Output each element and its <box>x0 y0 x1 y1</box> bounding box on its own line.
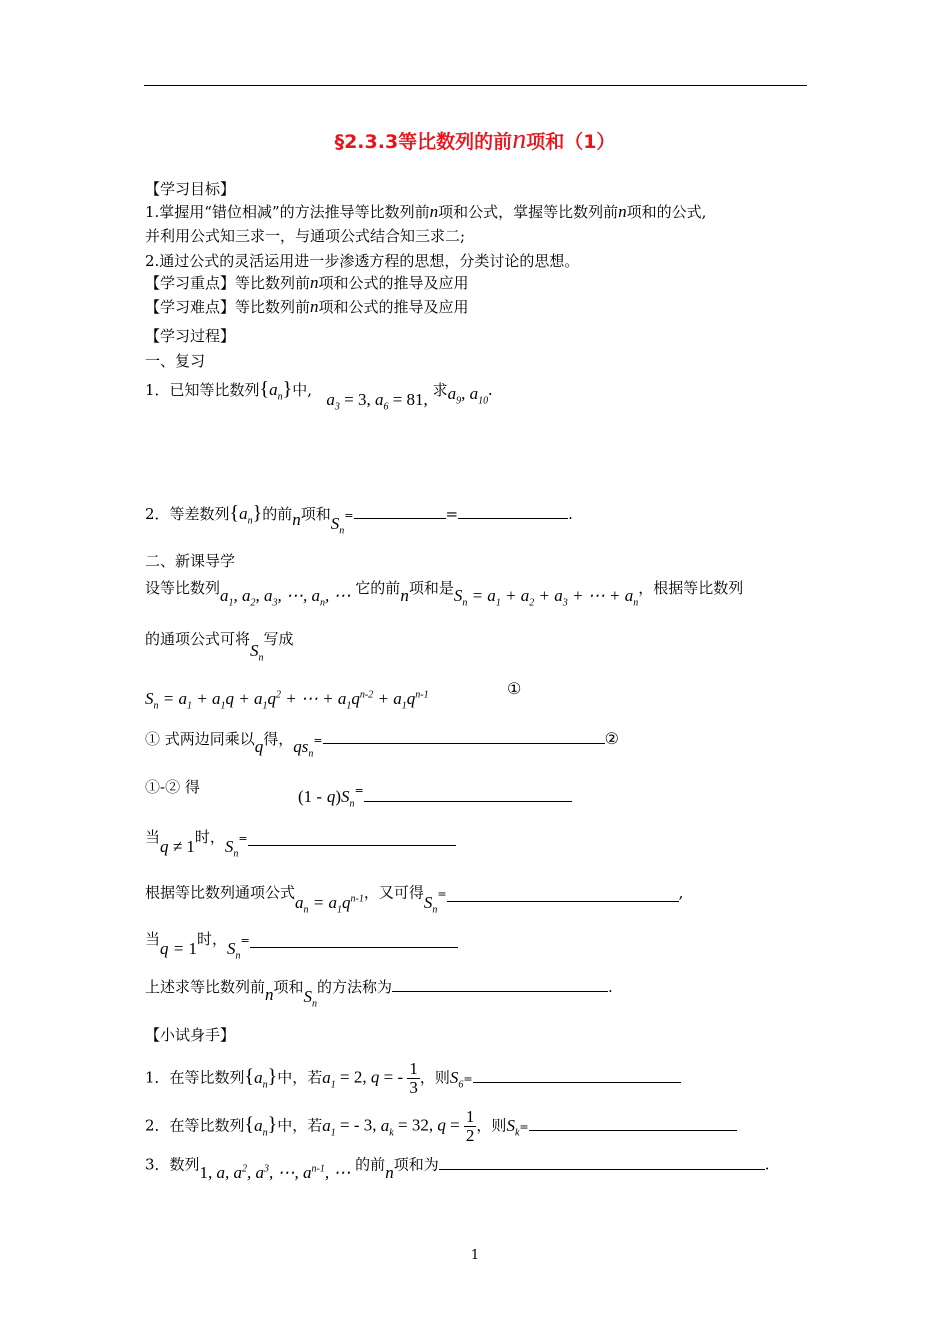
formula-1: $S_n = a_1 + a_1q + a_1q^2$ + ⋯ + $a_1q^{n-2} + a_1q^{n-1}$ <box>145 688 429 712</box>
goal-1: 1.掌握用“错位相减”的方法推导等比数列前n项和公式，掌握等比数列前n项和的公式, <box>145 202 707 221</box>
method-line: 上述求等比数列前n项和$S_n$的方法称为 . <box>145 978 613 1010</box>
formula-3-expr: $(1 - q)S_n^=$ <box>298 786 572 815</box>
focus-line: 【学习重点】等比数列前n项和公式的推导及应用 <box>145 273 469 292</box>
practice-3: 3．数列1, a, $a^2$, $a^3$, ⋯, $a^{n-1}$, ⋯ 的前n项和为 . <box>145 1155 770 1182</box>
setup-line: 设等比数列$a_1$, $a_2$, $a_3$, ⋯, $a_n$, ⋯ 它的前n项和是$S_n = a_1 + a_2 + a_3$ + ⋯ + $a_n$，根据等比数列 <box>145 579 744 609</box>
practice-2: 2．在等比数列$\{a_n\}$中，若$a_1$ = - 3, $a_k = 32$, q = $\frac{1}{2}$ ，则$S_k=$ <box>145 1108 737 1145</box>
goal-2: 2.通过公式的灵活运用进一步渗透方程的思想，分类讨论的思想。 <box>145 252 580 270</box>
case-q-not-1: 当q ≠ 1时，$S_n=$ <box>145 826 456 855</box>
page-number: 1 <box>470 1248 480 1263</box>
new-lesson-heading: 二、新课导学 <box>145 552 236 570</box>
goal-1-cont: 并利用公式知三求一，与通项公式结合知三求二; <box>145 227 466 245</box>
case-q-1: 当q = 1时，$S_n=$ <box>145 928 458 957</box>
review-q1: 1．已知等比数列$\{a_n\}$中, $a_3 = 3$, $a_6 = 81$, 求$a_9$, $a_{10}$. <box>145 378 493 413</box>
difficulty-line: 【学习难点】等比数列前n项和公式的推导及应用 <box>145 297 469 316</box>
review-heading: 一、复习 <box>145 352 206 370</box>
practice-1: 1．在等比数列$\{a_n\}$中，若$a_1 = 2$, q = - $\frac{1}{3}$ ，则$S_6=$ <box>145 1060 681 1097</box>
page-title: §2.3.3等比数列的前n项和（1） <box>334 124 616 155</box>
practice-heading: 【小试身手】 <box>145 1026 236 1044</box>
goals-heading: 【学习目标】 <box>145 180 236 198</box>
formula-3: ①-② 得 <box>145 778 200 796</box>
review-q2: 2．等差数列$\{a_n\}$的前n项和$S_n=$ = . <box>145 502 573 537</box>
marker-1: ① <box>507 679 522 698</box>
header-rule <box>144 85 807 86</box>
formula-2: ① 式两边同乘以q得，$qs_n=$ ② <box>145 729 619 760</box>
setup-line-2: 的通项公式可将$S_n$写成 <box>145 630 294 664</box>
process-heading: 【学习过程】 <box>145 327 236 345</box>
general-term-line: 根据等比数列通项公式$a_n = a_1q^{n-1}$，又可得$S_n=$ , <box>145 883 684 916</box>
